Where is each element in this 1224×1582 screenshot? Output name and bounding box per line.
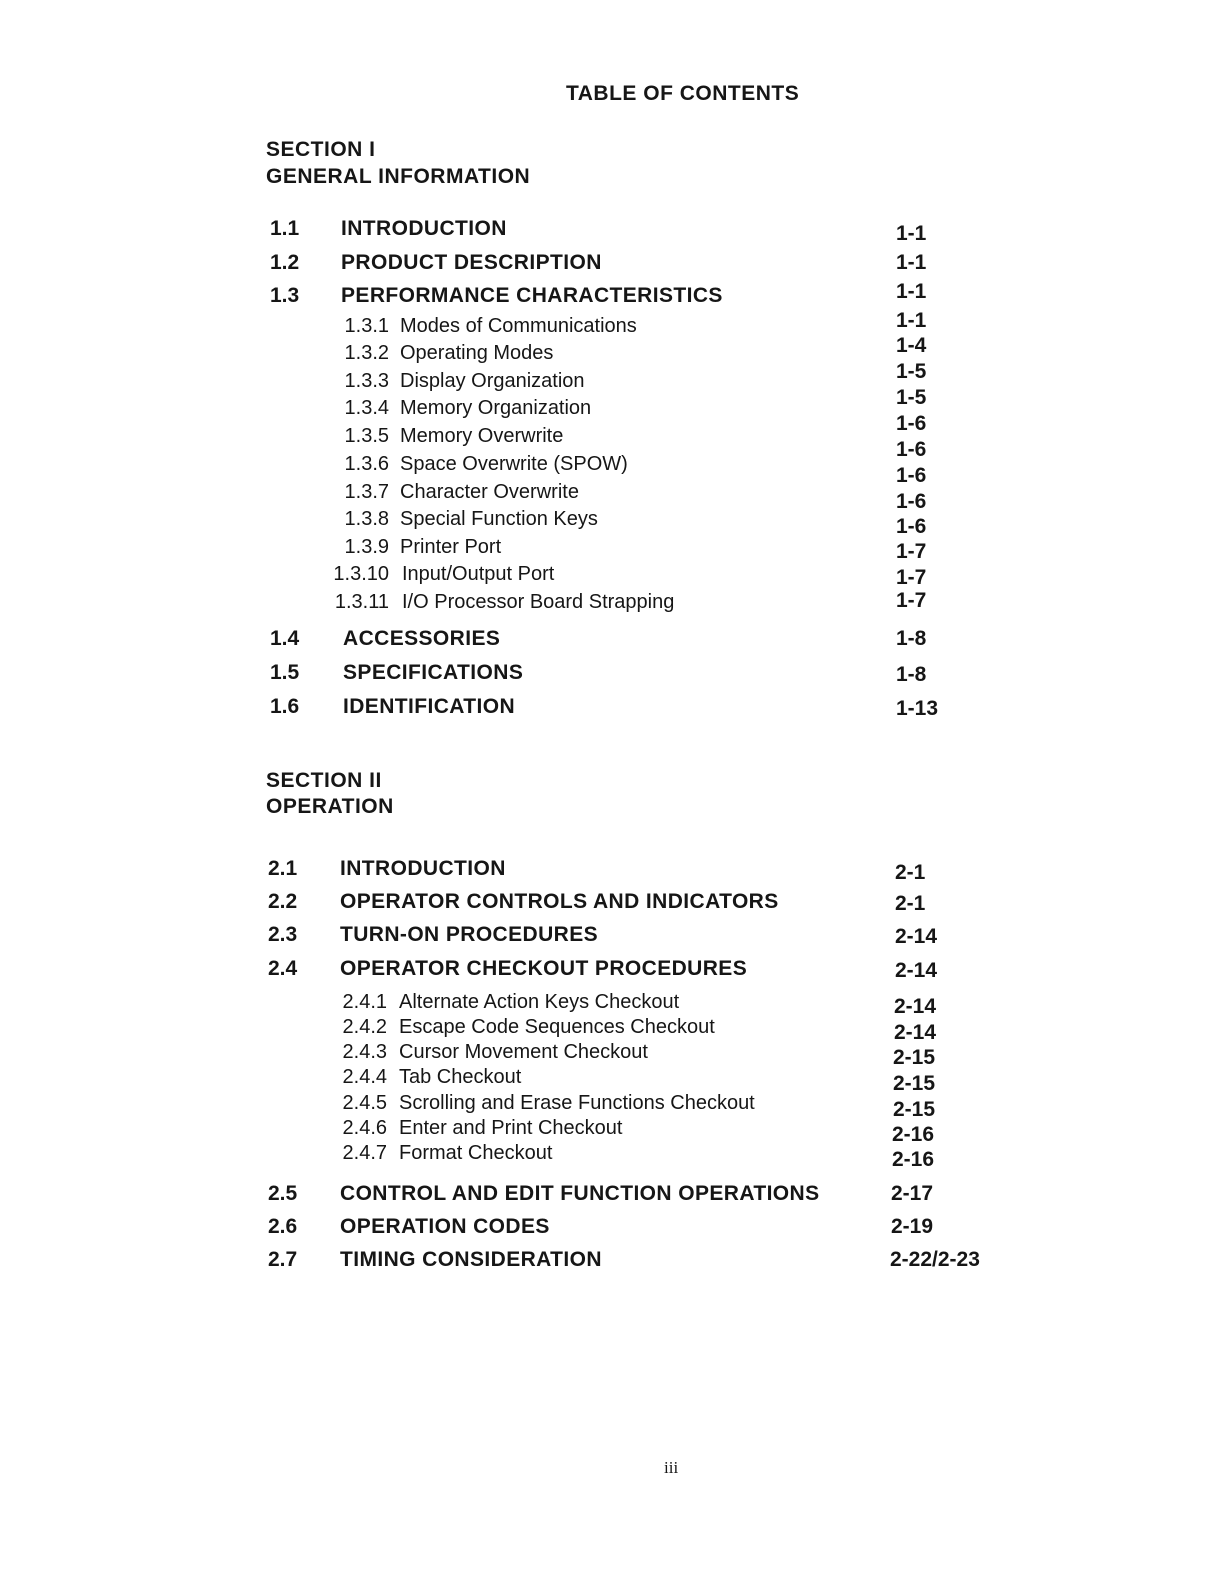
toc-subentry[interactable]	[0, 1016, 1224, 1044]
entry-page: 2-17	[891, 1182, 934, 1205]
entry-page: 1-7	[896, 566, 927, 589]
entry-title: Special Function Keys	[400, 508, 598, 530]
entry-number: 1.3.10	[333, 563, 389, 585]
page-title: TABLE OF CONTENTS	[566, 82, 800, 105]
toc-entry[interactable]	[0, 661, 1224, 689]
toc-subentry[interactable]	[0, 1066, 1224, 1094]
toc-entry[interactable]	[0, 217, 1224, 245]
entry-title: Cursor Movement Checkout	[399, 1041, 648, 1063]
entry-page: 1-7	[896, 589, 927, 612]
toc-entry[interactable]	[0, 251, 1224, 279]
entry-title: Format Checkout	[399, 1142, 553, 1164]
entry-title: Scrolling and Erase Functions Checkout	[399, 1092, 755, 1114]
entry-number: 1.3	[270, 284, 300, 307]
entry-number: 1.1	[270, 217, 300, 240]
entry-title: INTRODUCTION	[341, 217, 507, 240]
entry-title: TURN-ON PROCEDURES	[340, 923, 599, 946]
toc-subentry[interactable]	[0, 1041, 1224, 1069]
entry-number: 2.1	[268, 857, 298, 880]
entry-page: 2-14	[894, 1021, 937, 1044]
entry-number: 1.3.7	[344, 481, 389, 503]
toc-subentry[interactable]	[0, 360, 1224, 398]
toc-entry[interactable]	[0, 1215, 1224, 1243]
entry-page: 1-6	[896, 464, 927, 487]
entry-title: PRODUCT DESCRIPTION	[341, 251, 602, 274]
entry-number: 1.3.11	[334, 591, 389, 613]
entry-title: OPERATOR CHECKOUT PROCEDURES	[340, 957, 748, 980]
toc-entry[interactable]	[0, 1182, 1224, 1210]
page-number: iii	[664, 1458, 679, 1477]
entry-title: Memory Organization	[400, 397, 592, 419]
section-name: GENERAL INFORMATION	[266, 165, 531, 188]
entry-title: TIMING CONSIDERATION	[340, 1248, 602, 1271]
section-name: OPERATION	[266, 795, 394, 818]
entry-page: 1-1	[896, 222, 927, 245]
toc-entry[interactable]	[0, 627, 1224, 655]
entry-number: 1.3.1	[344, 315, 389, 337]
entry-title: Alternate Action Keys Checkout	[399, 991, 680, 1013]
entry-number: 1.6	[270, 695, 300, 718]
entry-page: 1-4	[896, 334, 927, 357]
entry-page: 2-22/2-23	[890, 1248, 980, 1271]
toc-entry[interactable]	[0, 957, 1224, 985]
entry-number: 1.3.6	[344, 453, 389, 475]
entry-title: Input/Output Port	[402, 563, 555, 585]
entry-title: Printer Port	[400, 536, 502, 558]
entry-number: 2.4.7	[342, 1142, 387, 1164]
entry-number: 1.3.8	[344, 508, 389, 530]
section-label: SECTION II	[266, 769, 382, 792]
toc-subentry[interactable]	[0, 991, 1224, 1019]
entry-page: 2-15	[893, 1072, 936, 1095]
entry-number: 2.4.3	[342, 1041, 387, 1063]
entry-page: 1-8	[896, 627, 927, 650]
entry-page: 2-15	[893, 1046, 936, 1069]
entry-title: CONTROL AND EDIT FUNCTION OPERATIONS	[340, 1182, 820, 1205]
entry-page: 1-6	[896, 515, 927, 538]
entry-number: 2.4	[268, 957, 298, 980]
entry-page: 1-7	[896, 540, 927, 563]
toc-subentry[interactable]	[0, 438, 1224, 481]
entry-title: INTRODUCTION	[340, 857, 506, 880]
entry-page: 1-1	[896, 280, 927, 303]
toc-subentry[interactable]	[0, 334, 1224, 370]
entry-title: SPECIFICATIONS	[343, 661, 524, 684]
entry-page: 1-6	[896, 490, 927, 513]
entry-page: 2-1	[895, 892, 926, 915]
entry-number: 2.3	[268, 923, 298, 946]
section-label: SECTION I	[266, 138, 376, 161]
entry-number: 1.2	[270, 251, 300, 274]
entry-title: I/O Processor Board Strapping	[402, 591, 675, 613]
entry-number: 2.5	[268, 1182, 298, 1205]
toc-entry[interactable]	[0, 923, 1224, 951]
toc-subentry[interactable]	[0, 412, 1224, 453]
entry-number: 2.4.4	[342, 1066, 387, 1088]
entry-page: 2-16	[892, 1148, 935, 1171]
entry-page: 2-19	[891, 1215, 934, 1238]
entry-page: 1-13	[896, 697, 939, 720]
entry-number: 2.4.6	[342, 1117, 387, 1139]
toc-page-ref	[0, 589, 1224, 617]
entry-title: Enter and Print Checkout	[399, 1117, 623, 1139]
toc-entry[interactable]	[0, 1248, 1224, 1276]
entry-page: 1-1	[896, 309, 927, 332]
entry-number: 1.3.5	[344, 425, 389, 447]
entry-title: IDENTIFICATION	[343, 695, 516, 718]
entry-title: Operating Modes	[400, 342, 554, 364]
toc-entry[interactable]	[0, 890, 1224, 918]
toc-subentry[interactable]	[0, 1092, 1224, 1120]
entry-title: OPERATOR CONTROLS AND INDICATORS	[340, 890, 779, 913]
toc-entry[interactable]	[0, 280, 1224, 312]
entry-number: 2.4.1	[342, 991, 387, 1013]
entry-number: 1.5	[270, 661, 300, 684]
entry-page: 1-5	[896, 386, 927, 409]
toc-subentry[interactable]	[0, 1117, 1224, 1145]
toc-subentry[interactable]	[0, 386, 1224, 425]
toc-subentry[interactable]	[0, 309, 1224, 343]
entry-number: 2.6	[268, 1215, 298, 1238]
entry-number: 2.4.5	[342, 1092, 387, 1114]
entry-number: 1.4	[270, 627, 300, 650]
entry-title: ACCESSORIES	[343, 627, 501, 650]
entry-page: 2-1	[895, 861, 926, 884]
entry-title: Escape Code Sequences Checkout	[399, 1016, 715, 1038]
toc-entry[interactable]	[0, 857, 1224, 885]
entry-page: 2-14	[895, 959, 938, 982]
entry-page: 1-6	[896, 412, 927, 435]
entry-number: 2.7	[268, 1248, 298, 1271]
entry-page: 2-14	[894, 995, 937, 1018]
entry-title: Character Overwrite	[400, 481, 579, 503]
entry-title: OPERATION CODES	[340, 1215, 550, 1238]
entry-page: 2-16	[892, 1123, 935, 1146]
entry-title: Modes of Communications	[400, 315, 637, 337]
entry-title: Space Overwrite (SPOW)	[400, 453, 628, 475]
entry-title: Tab Checkout	[399, 1066, 522, 1088]
entry-page: 1-8	[896, 663, 927, 686]
toc-entry[interactable]	[0, 695, 1224, 723]
entry-page: 1-5	[896, 360, 927, 383]
entry-page: 2-15	[893, 1098, 936, 1121]
entry-number: 1.3.2	[344, 342, 389, 364]
entry-number: 1.3.3	[344, 370, 389, 392]
entry-title: Display Organization	[400, 370, 585, 392]
entry-page: 1-6	[896, 438, 927, 461]
entry-number: 1.3.4	[344, 397, 389, 419]
entry-title: Memory Overwrite	[400, 425, 564, 447]
entry-page: 1-1	[896, 251, 927, 274]
entry-page: 2-14	[895, 925, 938, 948]
entry-number: 2.4.2	[342, 1016, 387, 1038]
entry-number: 1.3.9	[344, 536, 389, 558]
entry-number: 2.2	[268, 890, 298, 913]
toc-subentry[interactable]	[0, 1142, 1224, 1170]
entry-title: PERFORMANCE CHARACTERISTICS	[341, 284, 723, 307]
